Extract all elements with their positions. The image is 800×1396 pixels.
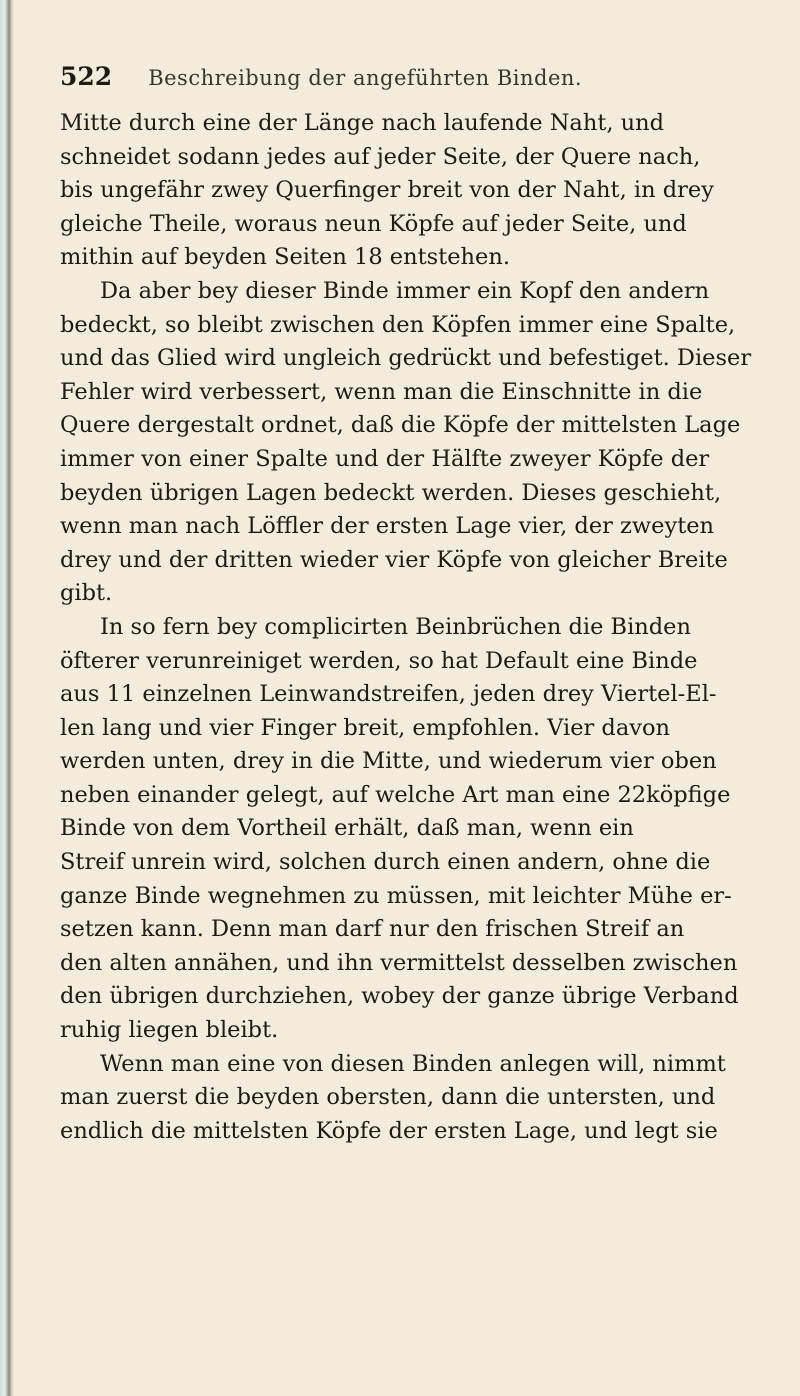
- text-line: bis ungefähr zwey Querfinger breit von der Naht, in drey: [60, 177, 714, 204]
- book-page: [60, 62, 770, 1148]
- text-line: immer von einer Spalte und der Hälfte zweyer Köpfe der: [60, 445, 710, 472]
- text-line: den übrigen durchziehen, wobey der ganze übrige Verband: [60, 983, 739, 1010]
- page-header: [60, 62, 770, 91]
- text-line: Fehler wird verbessert, wenn man die Einschnitte in die: [60, 378, 703, 405]
- paragraph: [60, 275, 770, 611]
- paragraph: [60, 611, 770, 1048]
- text-line: den alten annähen, und ihn vermittelst desselben zwischen: [60, 949, 738, 976]
- paragraph: [60, 107, 770, 275]
- text-line: wenn man nach Löffler der ersten Lage vier, der zweyten: [60, 513, 715, 540]
- text-line: endlich die mittelsten Köpfe der ersten Lage, und legt sie: [60, 1117, 718, 1144]
- text-line: drey und der dritten wieder vier Köpfe von gleicher Breite: [60, 546, 728, 573]
- text-line: Da aber bey dieser Binde immer ein Kopf den andern: [100, 277, 710, 304]
- text-line: bedeckt, so bleibt zwischen den Köpfen immer eine Spalte,: [60, 311, 736, 338]
- text-line: schneidet sodann jedes auf jeder Seite, der Quere nach,: [60, 143, 701, 170]
- text-line: In so fern bey complicirten Beinbrüchen die Binden: [100, 613, 691, 640]
- text-line: Streif unrein wird, solchen durch einen andern, ohne die: [60, 849, 711, 876]
- text-line: gleiche Theile, woraus neun Köpfe auf jeder Seite, und: [60, 210, 687, 237]
- page-binding-edge: [0, 0, 14, 1396]
- text-line: len lang und vier Finger breit, empfohlen. Vier davon: [60, 714, 670, 741]
- text-line: öfterer verunreiniget werden, so hat Default eine Binde: [60, 647, 698, 674]
- text-line: werden unten, drey in die Mitte, und wiederum vier oben: [60, 748, 717, 775]
- page-number: 522: [60, 62, 113, 91]
- text-line: beyden übrigen Lagen bedeckt werden. Dieses geschieht,: [60, 479, 722, 506]
- text-line: setzen kann. Denn man darf nur den frischen Streif an: [60, 916, 685, 943]
- text-line: man zuerst die beyden obersten, dann die untersten, und: [60, 1084, 716, 1111]
- text-line: Quere dergestalt ordnet, daß die Köpfe der mittelsten Lage: [60, 412, 741, 439]
- text-line: Wenn man eine von diesen Binden anlegen will, nimmt: [100, 1050, 726, 1077]
- text-line: aus 11 einzelnen Leinwandstreifen, jeden drey Viertel-El-: [60, 681, 717, 708]
- text-line: mithin auf beyden Seiten 18 entstehen.: [60, 244, 510, 271]
- text-line: neben einander gelegt, auf welche Art man eine 22köpfige: [60, 781, 731, 808]
- text-line: und das Glied wird ungleich gedrückt und befestiget. Dieser: [60, 345, 752, 372]
- text-line: gibt.: [60, 580, 113, 607]
- text-line: Binde von dem Vortheil erhält, daß man, wenn ein: [60, 815, 634, 842]
- text-line: ruhig liegen bleibt.: [60, 1017, 279, 1044]
- text-line: Mitte durch eine der Länge nach laufende Naht, und: [60, 110, 665, 136]
- paragraph: [60, 1048, 770, 1149]
- running-head: Beschreibung der angeführten Binden.: [148, 66, 583, 90]
- body-text: [60, 107, 770, 1148]
- text-line: ganze Binde wegnehmen zu müssen, mit leichter Mühe er-: [60, 882, 732, 909]
